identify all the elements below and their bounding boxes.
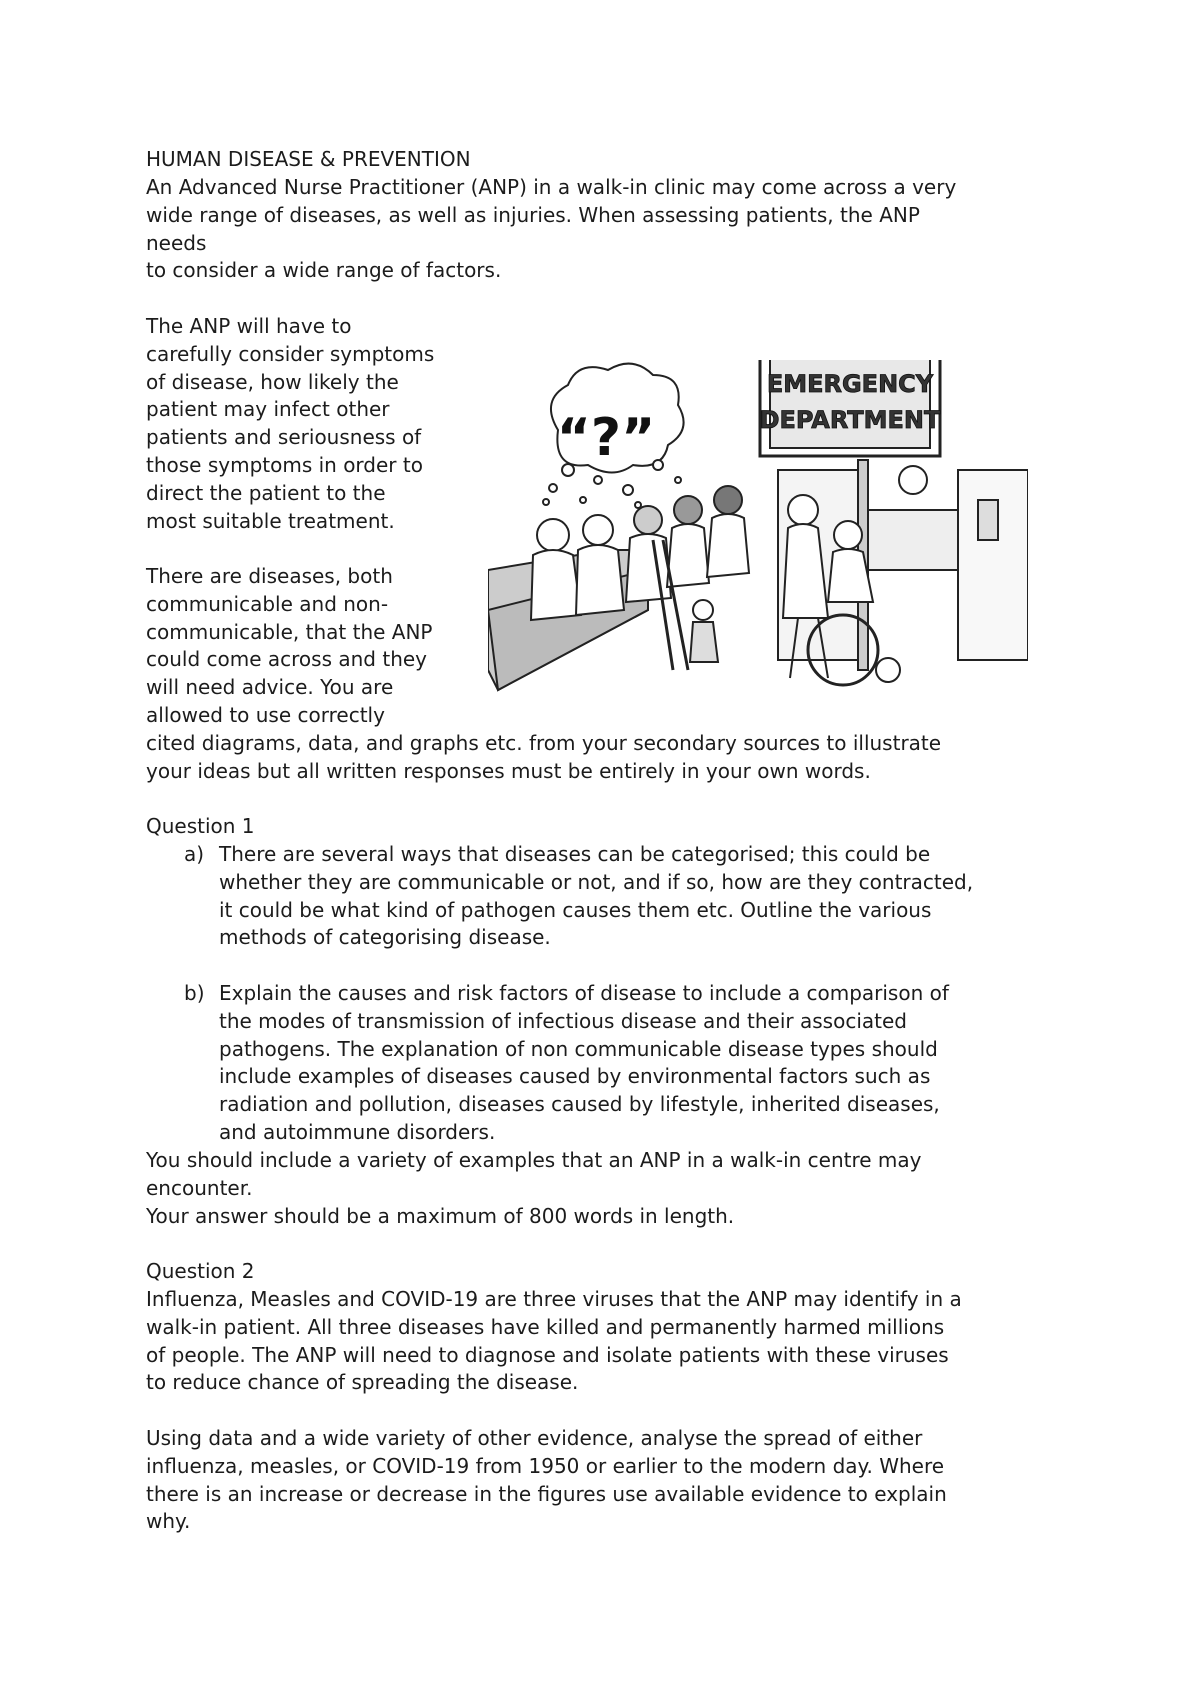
paragraph-line: communicable and non- [146, 591, 389, 616]
intro-paragraph [146, 174, 1066, 285]
paragraph-line: walk-in patient. All three diseases have killed and permanently harmed millions [146, 1314, 945, 1339]
paragraph-line: influenza, measles, or COVID-19 from 1950 or earlier to the modern day. Where [146, 1453, 945, 1478]
sign-emergency-text: EMERGENCY [766, 370, 934, 398]
intro-line: needs [146, 230, 207, 255]
paragraph-line: those symptoms in order to [146, 452, 423, 477]
question-line: the modes of transmission of infectious disease and their associated [219, 1008, 907, 1033]
paragraph-line: of people. The ANP will need to diagnose and isolate patients with these viruses [146, 1342, 949, 1367]
paragraph-line: allowed to use correctly [146, 702, 385, 727]
paragraph-line: your ideas but all written responses must be entirely in your own words. [146, 758, 871, 783]
paragraph-line: most suitable treatment. [146, 508, 395, 533]
document-title: HUMAN DISEASE & PREVENTION [146, 147, 471, 171]
paragraph-line: cited diagrams, data, and graphs etc. from your secondary sources to illustrate [146, 730, 942, 755]
paragraph-line: communicable, that the ANP [146, 619, 433, 644]
symptoms-paragraph [146, 313, 476, 535]
question-1-heading: Question 1 [146, 814, 255, 838]
guidance-line: encounter. [146, 1175, 253, 1200]
paragraph-line: patient may infect other [146, 397, 390, 422]
paragraph-line: Using data and a wide variety of other evidence, analyse the spread of either [146, 1426, 923, 1450]
question-1-guidance [146, 1147, 1066, 1230]
paragraph-line: patients and seriousness of [146, 425, 422, 450]
guidance-line: Your answer should be a maximum of 800 words in length. [146, 1203, 735, 1228]
question-line: include examples of diseases caused by environmental factors such as [219, 1064, 931, 1089]
intro-line: An Advanced Nurse Practitioner (ANP) in a walk-in clinic may come across a very [146, 175, 957, 199]
list-marker: a) [184, 842, 205, 866]
question-line: radiation and pollution, diseases caused by lifestyle, inherited diseases, [219, 1092, 940, 1117]
paragraph-line: why. [146, 1509, 191, 1534]
list-marker: b) [184, 981, 205, 1005]
question-2-paragraph-2 [146, 1425, 1066, 1536]
paragraph-line: direct the patient to the [146, 480, 386, 505]
question-line: it could be what kind of pathogen causes them etc. Outline the various [219, 897, 932, 922]
question-line: Explain the causes and risk factors of disease to include a comparison of [219, 981, 949, 1005]
guidance-line: You should include a variety of examples that an ANP in a walk-in centre may [146, 1148, 922, 1172]
intro-line: to consider a wide range of factors. [146, 258, 502, 283]
paragraph-line: to reduce chance of spreading the disease. [146, 1370, 579, 1395]
paragraph-line: carefully consider symptoms [146, 341, 435, 366]
question-line: pathogens. The explanation of non communicable disease types should [219, 1036, 938, 1061]
sign-department-text: DEPARTMENT [759, 406, 941, 434]
paragraph-line: could come across and they [146, 647, 428, 672]
question-line: methods of categorising disease. [219, 925, 551, 950]
intro-line: wide range of diseases, as well as injuries. When assessing patients, the ANP [146, 202, 920, 227]
thought-question-mark: “?” [556, 408, 656, 468]
paragraph-line: will need advice. You are [146, 675, 394, 700]
question-line: There are several ways that diseases can be categorised; this could be [219, 842, 931, 866]
question-line: and autoimmune disorders. [219, 1119, 496, 1144]
paragraph-line: there is an increase or decrease in the figures use available evidence to explain [146, 1481, 947, 1506]
paragraph-line: The ANP will have to [146, 314, 352, 338]
question-2-paragraph-1 [146, 1286, 1066, 1397]
paragraph-line: Influenza, Measles and COVID-19 are three viruses that the ANP may identify in a [146, 1287, 962, 1311]
paragraph-line: There are diseases, both [146, 564, 393, 588]
paragraph-line: of disease, how likely the [146, 369, 399, 394]
emergency-department-illustration [488, 360, 1028, 708]
question-2-heading: Question 2 [146, 1259, 255, 1283]
question-line: whether they are communicable or not, and if so, how are they contracted, [219, 869, 974, 894]
